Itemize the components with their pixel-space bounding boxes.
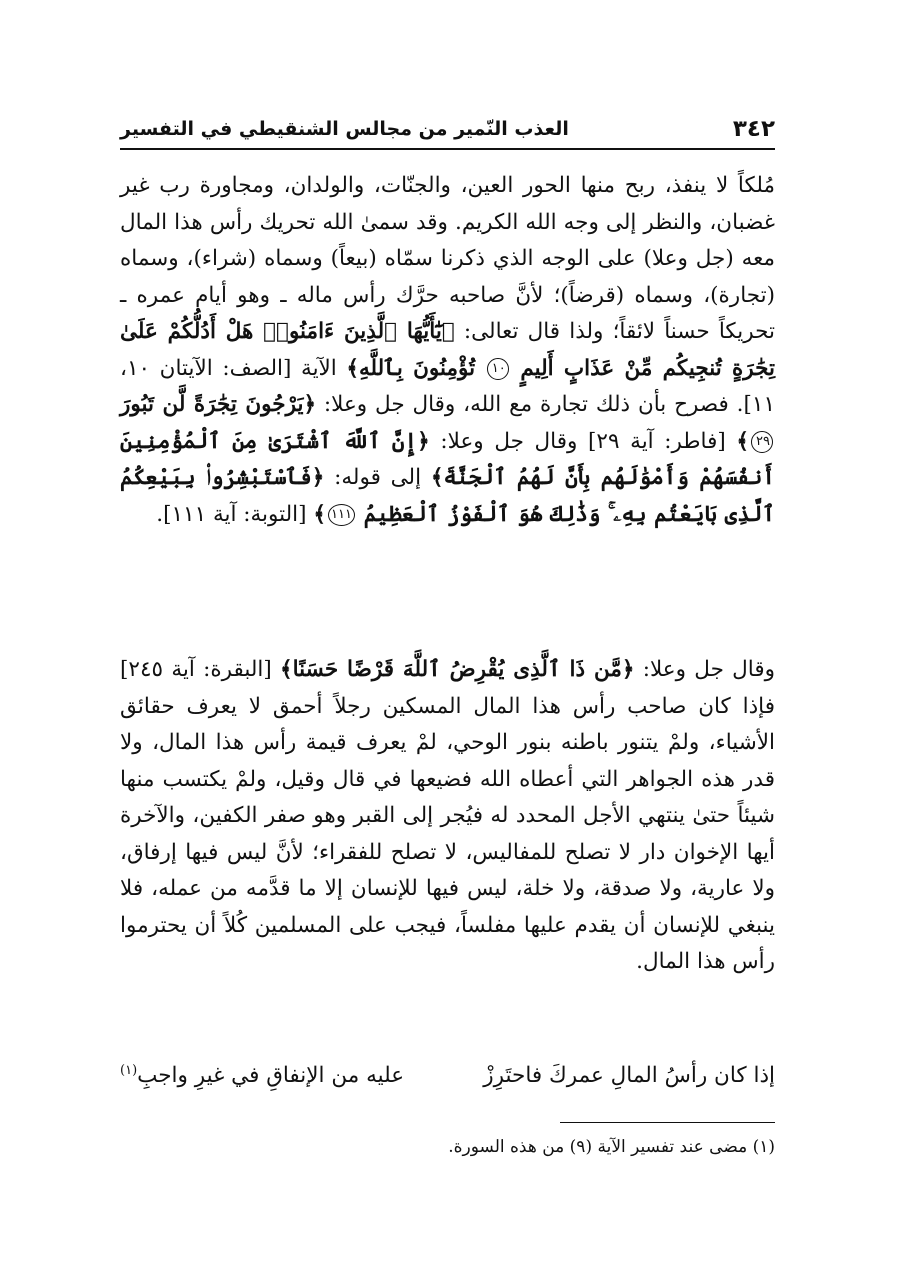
open-brace: ﴿ <box>441 319 455 344</box>
close-brace: ﴾ <box>280 657 293 682</box>
poetry-verse <box>120 1058 775 1094</box>
text-segment: وقال جل وعلا: <box>642 657 775 682</box>
paragraph-1 <box>120 168 775 533</box>
verse-hemistich-second <box>120 1058 404 1094</box>
open-brace: ﴿ <box>417 428 430 454</box>
running-header <box>120 110 775 150</box>
footnote-divider <box>560 1122 775 1123</box>
page-number: ٣٤٢ <box>732 116 775 142</box>
quran-quote: يَرْجُونَ تِجَٰرَةً لَّن تَبُورَ <box>120 392 304 417</box>
text-segment: [فاطر: آية ٢٩] وقال جل وعلا: <box>440 428 726 454</box>
open-brace: ﴿ <box>621 657 635 682</box>
text-segment: مُلكاً لا ينفذ، ربح منها الحور العين، والجنّات، والولدان، ومجاورة رب غير غضبان، والنظر إلى وجه الله الكريم. وقد سمىٰ الله تحريك رأس هذا المال معه (جل وعلا) على الوجه الذي ذكرنا سمّاه (بيعاً) وسماه (شراء)، وسماه (تجارة)، وسماه (قرضاً)؛ لأنَّ صاحبه حرَّك رأس ماله ـ وهو أيام عمره ـ تحريكاً حسناً لائقاً؛ ولذا قال تعالى: <box>120 173 775 344</box>
open-brace: ﴿ <box>311 465 325 490</box>
open-brace: ﴿ <box>303 392 317 417</box>
header-title: العذب النّمير من مجالس الشنقيطي في التفسير <box>120 118 569 140</box>
footnote-text: مضى عند تفسير الآية (٩) من هذه السورة. <box>448 1137 748 1157</box>
verse-hemistich-second-text: عليه من الإنفاقِ في غيرِ واجبِ <box>137 1063 405 1088</box>
text-segment: إلى قوله: <box>334 465 422 490</box>
ayah-number-marker: ١١١ <box>328 504 355 526</box>
close-brace: ﴾ <box>346 355 360 381</box>
ayah-number-marker: ١٠ <box>487 358 509 380</box>
paragraph-2 <box>120 652 775 981</box>
text-segment: [البقرة: آية ٢٤٥] فإذا كان صاحب رأس هذا المال المسكين رجلاً أحمق لا يعرف حقائق الأشياء، ولمْ يتنور باطنه بنور الوحي، لمْ يعرف قيمة رأس هذا المال، ولا قدر هذه الجواهر التي أعطاه الله فضيعها في قال وقيل، ولمْ يكتسب منها شيئاً حتىٰ ينتهي الأجل المحدد له فيُجر إلى القبر وهو صفر الكفين، والآخرة أيها الإخوان دار لا تصلح للمفاليس، لا تصلح للفقراء؛ لأنَّ ليس فيها إرفاق، ولا عارية، ولا صدقة، ولا خلة، ليس فيها للإنسان إلا ما قدَّمه من عمله، فلا ينبغي للإنسان أن يقدم عليها مفلساً، فيجب على المسلمين كُلاً أن يحترموا رأس هذا المال. <box>120 657 775 974</box>
text-segment: الآية [الصف: الآيتان ١٠، ١١]. فصرح بأن ذلك تجارة مع الله، وقال جل وعلا: <box>120 355 775 417</box>
close-brace: ﴾ <box>313 501 326 527</box>
quran-quote: مَّن ذَا ٱلَّذِى يُقْرِضُ ٱللَّهَ قَرْضًا حَسَنًا <box>292 657 622 682</box>
quran-quote: تُؤْمِنُونَ بِٱللَّهِ <box>359 355 476 381</box>
footnote <box>120 1132 775 1162</box>
footnote-number: (١) <box>752 1137 775 1157</box>
close-brace: ﴾ <box>736 428 750 454</box>
quran-quote: فَٱسْتَبْشِرُوا۟ بِبَيْعِكُمُ ٱلَّذِى بَايَعْتُم بِهِۦ ۚ وَذَٰلِكَ هُوَ ٱلْفَوْزُ ٱلْعَظِيمُ <box>120 465 775 527</box>
ayah-number-marker: ٢٩ <box>751 431 773 453</box>
text-segment: [التوبة: آية ١١١]. <box>156 501 307 527</box>
close-brace: ﴾ <box>430 465 444 490</box>
verse-hemistich-first: إذا كان رأسُ المالِ عمركَ فاحتَرِزْ <box>483 1063 775 1088</box>
quran-quote: يَٰٓأَيُّهَا ٱلَّذِينَ ءَامَنُوا۟ هَلْ أَدُلُّكُمْ عَلَىٰ تِجَٰرَةٍ تُنجِيكُم مِّنْ عَذَابٍ أَلِيمٍ <box>120 319 775 381</box>
footnote-reference: (١) <box>120 1062 138 1078</box>
quran-quote: إِنَّ ٱللَّهَ ٱشْتَرَىٰ مِنَ ٱلْمُؤْمِنِينَ أَنفُسَهُمْ وَأَمْوَٰلَهُم بِأَنَّ لَهُمُ ٱلْجَنَّةَ <box>120 428 776 490</box>
